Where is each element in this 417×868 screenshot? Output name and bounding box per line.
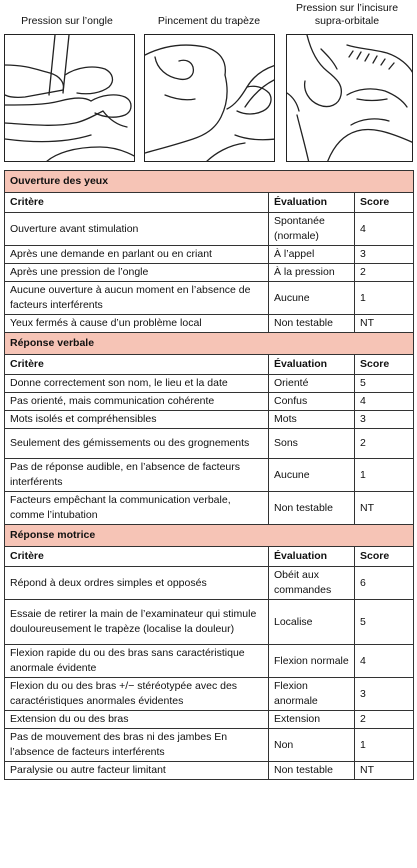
supraorbital-pressure-illustration [286, 34, 413, 162]
score-cell: 1 [355, 729, 414, 762]
evaluation-cell: Non testable [269, 492, 355, 525]
criterion-cell: Après une pression de l’ongle [5, 264, 269, 282]
evaluation-cell: À la pression [269, 264, 355, 282]
score-cell: 4 [355, 393, 414, 411]
table-row [5, 711, 414, 729]
table-row [5, 213, 414, 246]
evaluation-cell: Obéit aux commandes [269, 567, 355, 600]
criterion-cell: Yeux fermés à cause d’un problème local [5, 315, 269, 333]
criterion-header: Critère [5, 355, 269, 375]
criterion-cell: Donne correctement son nom, le lieu et la date [5, 375, 269, 393]
evaluation-cell: Non testable [269, 315, 355, 333]
score-cell: 4 [355, 213, 414, 246]
criterion-cell: Mots isolés et compréhensibles [5, 411, 269, 429]
evaluation-cell: Confus [269, 393, 355, 411]
evaluation-header: Évaluation [269, 547, 355, 567]
evaluation-cell: Orienté [269, 375, 355, 393]
section-title: Réponse motrice [5, 525, 414, 547]
score-cell: NT [355, 492, 414, 525]
criterion-cell: Seulement des gémissements ou des grognements [5, 429, 269, 459]
score-cell: 3 [355, 411, 414, 429]
table-row [5, 411, 414, 429]
table-row [5, 762, 414, 780]
table-row [5, 645, 414, 678]
score-cell: 5 [355, 375, 414, 393]
evaluation-cell: Extension [269, 711, 355, 729]
glasgow-coma-scale-table [4, 170, 414, 780]
criterion-cell: Paralysie ou autre facteur limitant [5, 762, 269, 780]
caption-nail-pressure: Pression sur l’ongle [21, 15, 113, 27]
evaluation-cell: Flexion normale [269, 645, 355, 678]
caption-supraorbital-pressure: Pression sur l’incisure supra-orbitale [295, 2, 399, 27]
table-row [5, 459, 414, 492]
table-row [5, 729, 414, 762]
evaluation-cell: Spontanée (normale) [269, 213, 355, 246]
criterion-cell: Pas orienté, mais communication cohérente [5, 393, 269, 411]
evaluation-cell: Non [269, 729, 355, 762]
score-cell: 3 [355, 678, 414, 711]
table-row [5, 375, 414, 393]
section-row [5, 171, 414, 193]
header-row [5, 355, 414, 375]
table-row [5, 567, 414, 600]
table-row [5, 264, 414, 282]
table-row [5, 282, 414, 315]
evaluation-cell: Non testable [269, 762, 355, 780]
score-cell: NT [355, 315, 414, 333]
evaluation-cell: Aucune [269, 282, 355, 315]
score-cell: 4 [355, 645, 414, 678]
criterion-cell: Après une demande en parlant ou en criant [5, 246, 269, 264]
evaluation-header: Évaluation [269, 193, 355, 213]
score-header: Score [355, 193, 414, 213]
score-cell: 5 [355, 600, 414, 645]
criterion-cell: Flexion rapide du ou des bras sans caractéristique anormale évidente [5, 645, 269, 678]
header-row [5, 193, 414, 213]
criterion-cell: Pas de réponse audible, en l’absence de facteurs interférents [5, 459, 269, 492]
illustrations [0, 0, 417, 170]
evaluation-cell: Aucune [269, 459, 355, 492]
table-row [5, 600, 414, 645]
criterion-cell: Essaie de retirer la main de l’examinateur qui stimule douloureusement le trapèze (localise la douleur) [5, 600, 269, 645]
score-cell: 1 [355, 459, 414, 492]
section-row [5, 333, 414, 355]
score-cell: 6 [355, 567, 414, 600]
criterion-cell: Aucune ouverture à aucun moment en l’absence de facteurs interférents [5, 282, 269, 315]
evaluation-cell: Localise [269, 600, 355, 645]
criterion-cell: Ouverture avant stimulation [5, 213, 269, 246]
criterion-cell: Flexion du ou des bras +/− stéréotypée avec des caractéristiques anormales évidentes [5, 678, 269, 711]
score-cell: 2 [355, 429, 414, 459]
score-header: Score [355, 547, 414, 567]
score-header: Score [355, 355, 414, 375]
criterion-cell: Répond à deux ordres simples et opposés [5, 567, 269, 600]
table-row [5, 492, 414, 525]
table-row [5, 678, 414, 711]
criterion-cell: Pas de mouvement des bras ni des jambes En l’absence de facteurs interférents [5, 729, 269, 762]
table-row [5, 429, 414, 459]
evaluation-header: Évaluation [269, 355, 355, 375]
section-row [5, 525, 414, 547]
criterion-header: Critère [5, 193, 269, 213]
trapezius-pinch-illustration [144, 34, 275, 162]
table-row [5, 393, 414, 411]
header-row [5, 547, 414, 567]
criterion-cell: Facteurs empêchant la communication verbale, comme l’intubation [5, 492, 269, 525]
nail-pressure-illustration [4, 34, 135, 162]
evaluation-cell: Flexion anormale [269, 678, 355, 711]
criterion-header: Critère [5, 547, 269, 567]
table-row [5, 246, 414, 264]
score-cell: NT [355, 762, 414, 780]
evaluation-cell: À l’appel [269, 246, 355, 264]
section-title: Ouverture des yeux [5, 171, 414, 193]
score-cell: 1 [355, 282, 414, 315]
score-cell: 2 [355, 711, 414, 729]
criterion-cell: Extension du ou des bras [5, 711, 269, 729]
caption-trapezius-pinch: Pincement du trapèze [157, 15, 261, 27]
evaluation-cell: Mots [269, 411, 355, 429]
section-title: Réponse verbale [5, 333, 414, 355]
score-cell: 2 [355, 264, 414, 282]
evaluation-cell: Sons [269, 429, 355, 459]
table-row [5, 315, 414, 333]
score-cell: 3 [355, 246, 414, 264]
